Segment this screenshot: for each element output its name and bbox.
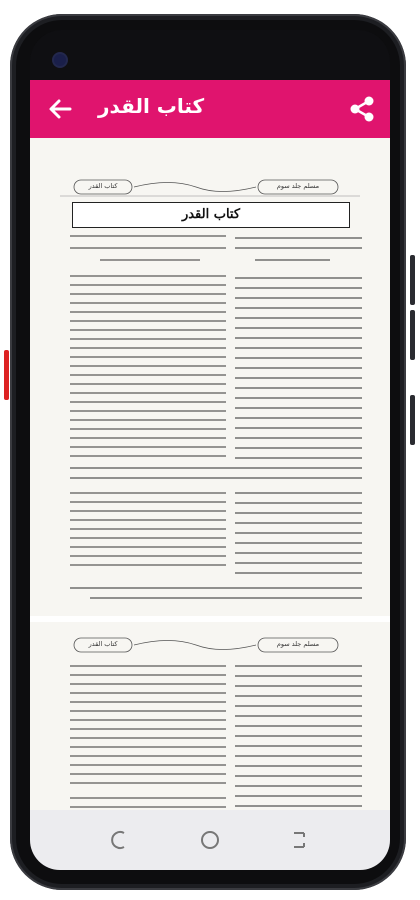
back-arrow-icon[interactable]	[286, 826, 314, 854]
volume-down-button	[410, 310, 415, 360]
chapter-title-box	[72, 202, 350, 228]
page-header-right: مسلم جلد سوم	[276, 182, 320, 190]
app-title: كتاب القدر	[98, 94, 205, 118]
share-icon[interactable]	[346, 93, 378, 125]
scanned-page-image	[30, 138, 390, 840]
chapter-title: كتاب القدر	[181, 207, 241, 222]
page-header-right-2: مسلم جلد سوم	[276, 640, 320, 648]
volume-up-button	[410, 255, 415, 305]
camera-icon	[54, 54, 66, 66]
app-bar	[30, 80, 390, 138]
page-header-left-2: كتاب القدر	[88, 640, 118, 648]
home-circle-icon[interactable]	[196, 826, 224, 854]
side-button	[4, 350, 9, 400]
recents-icon[interactable]	[106, 826, 134, 854]
page-header-left: كتاب القدر	[88, 182, 118, 190]
arrow-left-icon[interactable]	[44, 93, 76, 125]
power-button	[410, 395, 415, 445]
system-nav-bar	[30, 810, 390, 870]
book-page-viewer[interactable]	[30, 138, 390, 840]
status-bar	[30, 30, 390, 80]
screen	[30, 30, 390, 870]
